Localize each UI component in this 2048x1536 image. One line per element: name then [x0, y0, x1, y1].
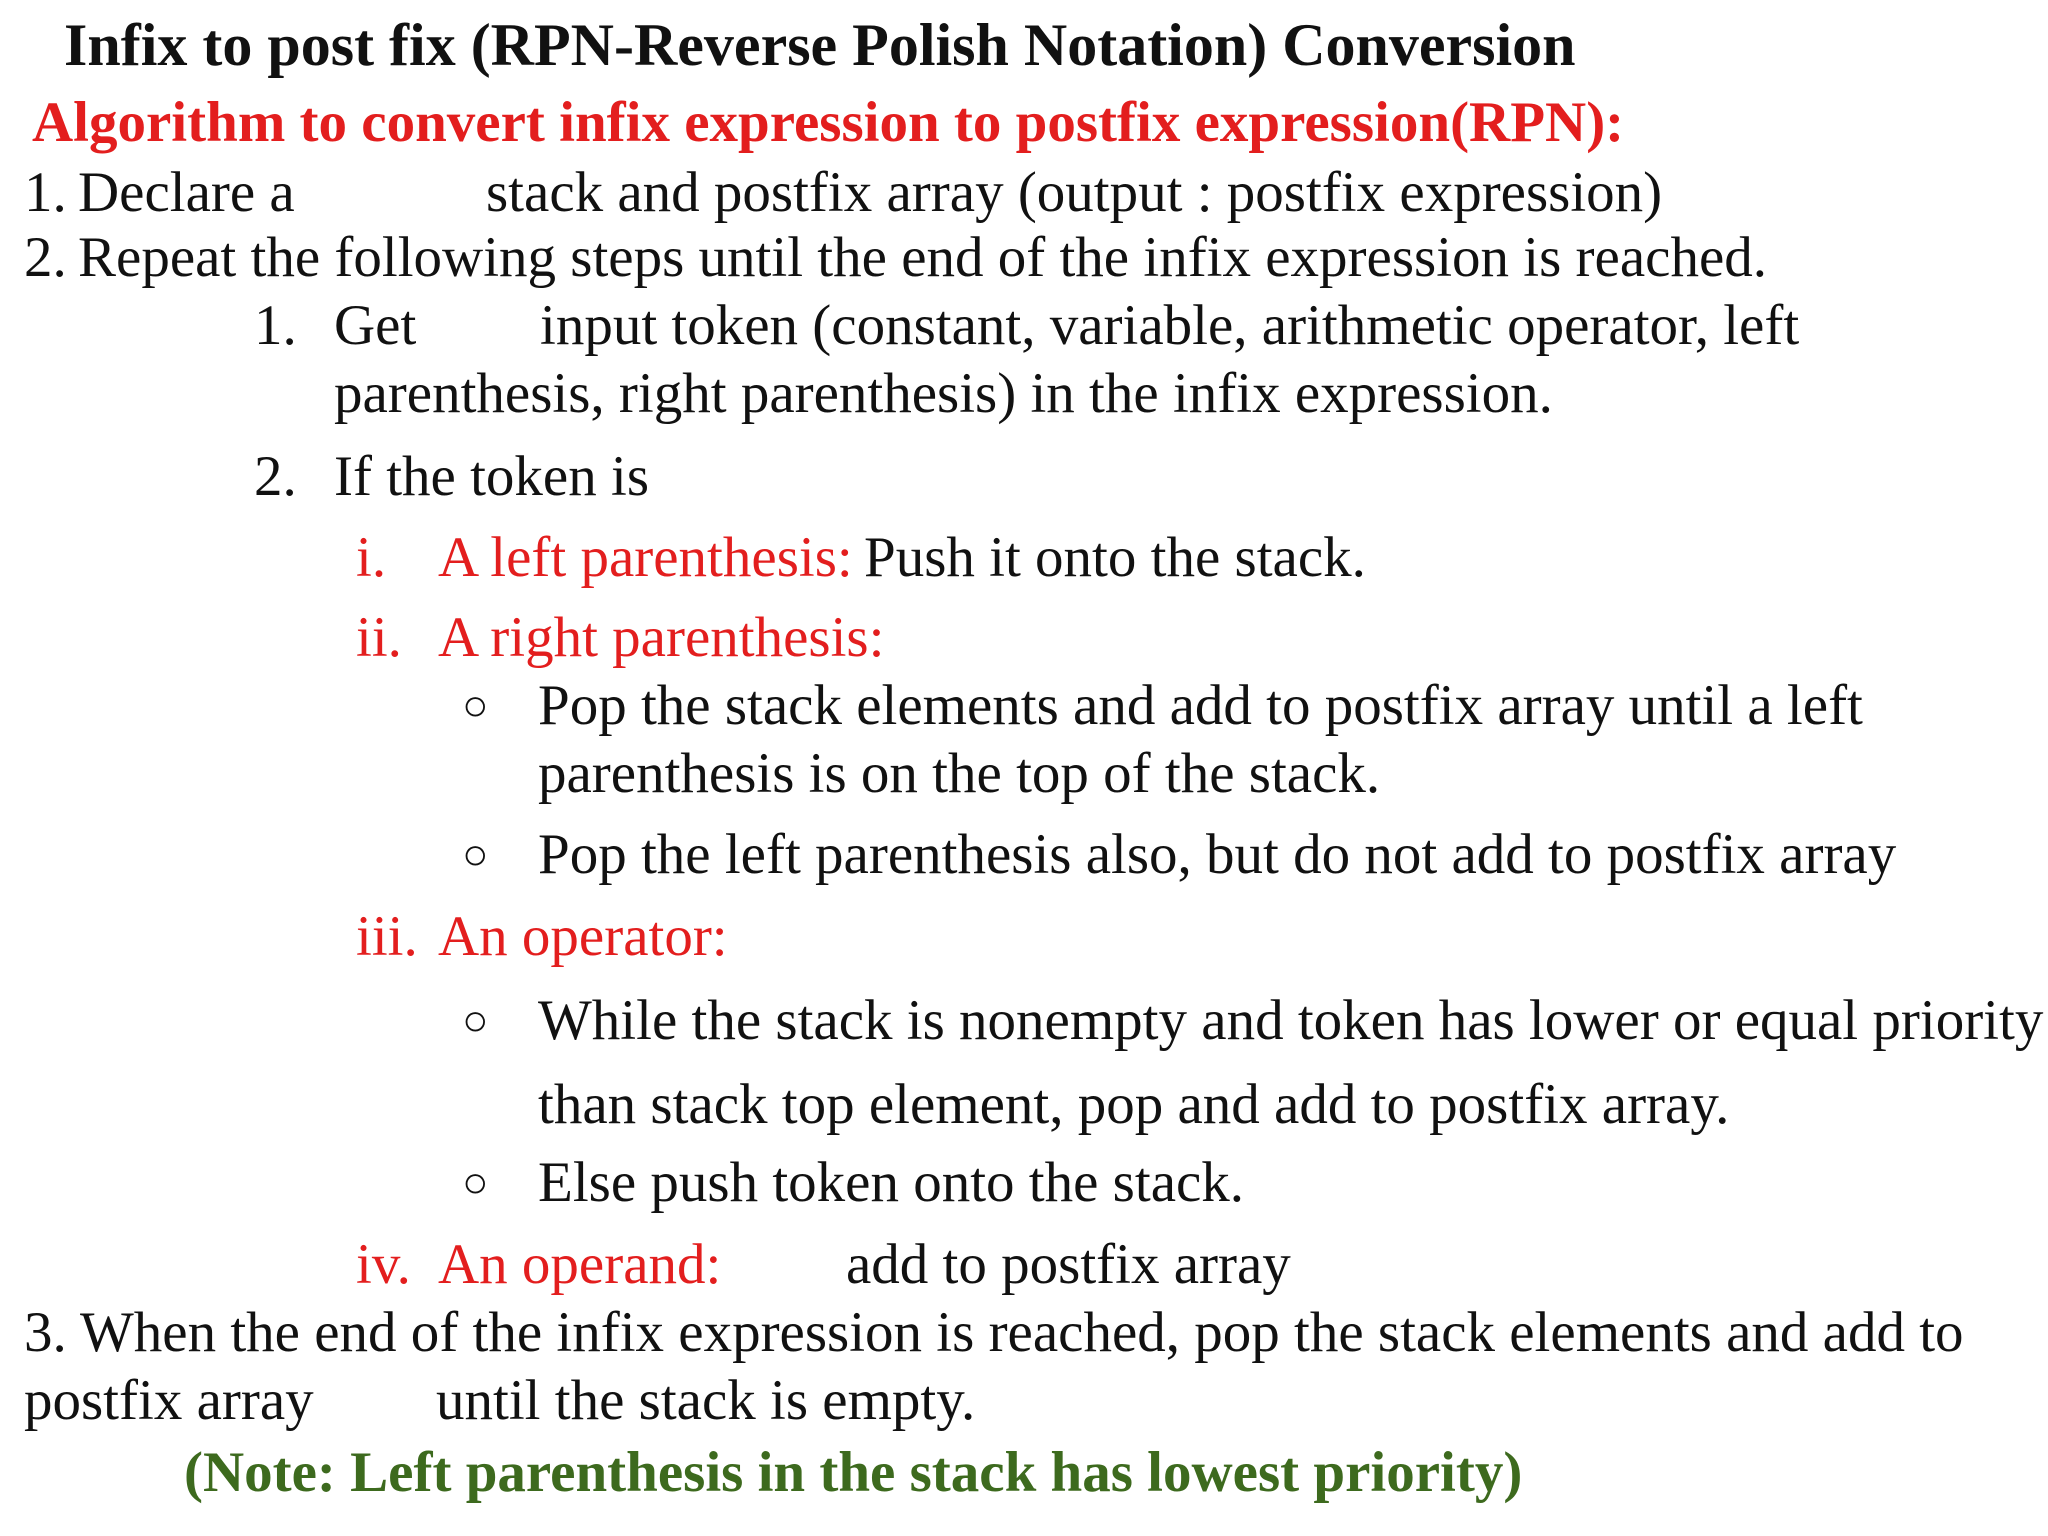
- case-iii-bullet-2: Else push token onto the stack.: [538, 1151, 1245, 1214]
- step-2-text: Repeat the following steps until the end of the infix expression is reached.: [78, 226, 1767, 289]
- step-3-line-2-a: postfix array: [24, 1369, 314, 1432]
- priority-note: (Note: Left parenthesis in the stack has lowest priority): [184, 1441, 1523, 1504]
- case-ii-bullet-2: Pop the left parenthesis also, but do not add to postfix array: [538, 823, 1897, 886]
- substep-1-text-a: Get: [334, 294, 417, 357]
- step-3-line-2-b: until the stack is empty.: [436, 1369, 976, 1432]
- case-i-text: Push it onto the stack.: [864, 526, 1366, 589]
- case-i-number: i.: [356, 526, 387, 589]
- step-1-text-a: Declare a: [78, 161, 295, 224]
- bullet-icon: ○: [462, 681, 489, 730]
- step-1-text-b: stack and postfix array (output : postfix expression): [486, 161, 1663, 224]
- substep-2-text: If the token is: [334, 445, 650, 508]
- bullet-icon: ○: [462, 1158, 489, 1207]
- substep-1-text-c: parenthesis, right parenthesis) in the infix expression.: [334, 362, 1553, 425]
- case-ii-bullet-1-line-2: parenthesis is on the top of the stack.: [538, 742, 1381, 805]
- case-iii-bullet-1-line-1: While the stack is nonempty and token has lower or equal priority: [538, 989, 2044, 1052]
- substep-2-number: 2.: [254, 445, 297, 508]
- bullet-icon: ○: [462, 830, 489, 879]
- case-ii-number: ii.: [356, 606, 402, 669]
- case-iii-bullet-1-line-2: than stack top element, pop and add to postfix array.: [538, 1073, 1730, 1136]
- bullet-icon: ○: [462, 996, 489, 1045]
- case-iv-label: An operand:: [438, 1233, 722, 1296]
- case-iv-text: add to postfix array: [846, 1233, 1291, 1296]
- case-ii-label: A right parenthesis:: [438, 606, 885, 669]
- case-i-label: A left parenthesis:: [438, 526, 853, 589]
- case-ii-bullet-1-line-1: Pop the stack elements and add to postfix array until a left: [538, 674, 1863, 737]
- case-iii-number: iii.: [356, 905, 418, 968]
- case-iii-label: An operator:: [438, 905, 728, 968]
- substep-1-text-b: input token (constant, variable, arithmetic operator, left: [540, 294, 1800, 357]
- step-3-line-1: 3. When the end of the infix expression is reached, pop the stack elements and add to: [24, 1301, 1964, 1364]
- step-1-number: 1.: [24, 161, 67, 224]
- substep-1-number: 1.: [254, 294, 297, 357]
- step-2-number: 2.: [24, 226, 67, 289]
- algorithm-heading: Algorithm to convert infix expression to postfix expression(RPN):: [32, 91, 1625, 154]
- case-iv-number: iv.: [356, 1233, 411, 1296]
- page-title: Infix to post fix (RPN-Reverse Polish Notation) Conversion: [64, 12, 1576, 78]
